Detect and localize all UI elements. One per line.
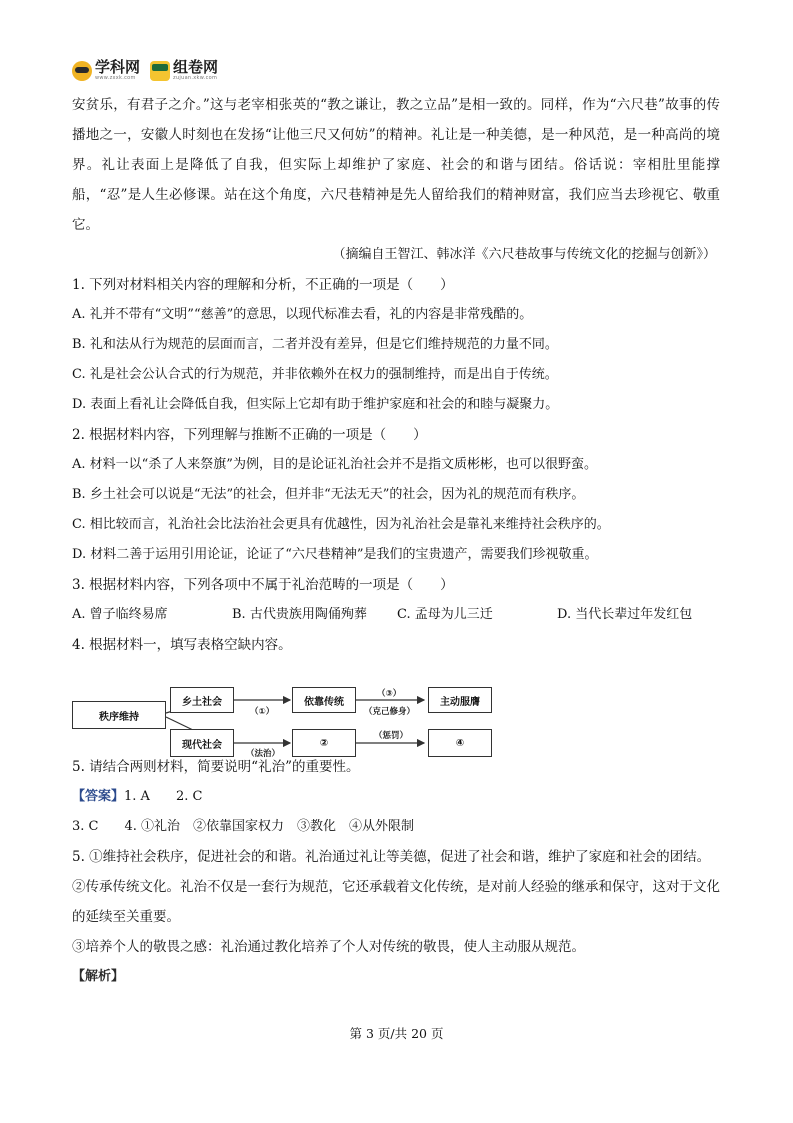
- question-4-stem: 4. 根据材料一，填写表格空缺内容。: [72, 637, 292, 653]
- page-content: [72, 90, 720, 992]
- answer-item-2: ②传承传统文化。礼治不仅是一套行为规范，它还承载着文化传统，是对前人经验的继承和保守，这对于文化的延续至关重要。: [72, 879, 720, 925]
- box-top-left: 乡土社会: [170, 687, 234, 713]
- question-3-option-b: B. 古代贵族用陶俑殉葬: [232, 607, 367, 622]
- box-top-middle: 依靠传统: [292, 687, 356, 713]
- question-1-option-d: D. 表面上看礼让会降低自我，但实际上它却有助于维护家庭和社会的和睦与凝聚力。: [72, 397, 559, 412]
- answer-line-2: 3. C 4. ①礼治 ②依靠国家权力 ③教化 ④从外限制: [72, 819, 415, 834]
- edge-label-top-3: （克己修身）: [364, 707, 416, 717]
- question-1-stem: 1. 下列对材料相关内容的理解和分析，不正确的一项是（ ）: [72, 277, 454, 293]
- page-number: 第 3 页/共 20 页: [349, 1026, 444, 1041]
- question-1-option-a: A. 礼并不带有“文明”“慈善”的意思，以现代标准去看，礼的内容是非常残酷的。: [72, 307, 533, 322]
- logo-name: 组卷网: [173, 58, 219, 76]
- edge-label-bottom-1: （法治）: [246, 749, 281, 759]
- question-3-option-c: C. 孟母为儿三迁: [397, 607, 493, 622]
- edge-label-bottom-2: （惩罚）: [374, 731, 409, 741]
- logo-sub: zujuan.xkw.com: [173, 75, 218, 81]
- question-5-stem: 5. 请结合两则材料，简要说明“礼治”的重要性。: [72, 759, 360, 775]
- xuekewang-logo: [72, 60, 140, 81]
- answer-item-3: ③培养个人的敬畏之感：礼治通过教化培养了个人对传统的敬畏，使人主动服从规范。: [72, 939, 585, 955]
- box-bottom-left: 现代社会: [170, 729, 234, 757]
- box-bottom-middle: ②: [292, 729, 356, 757]
- logo-sub: www.zxxk.com: [95, 75, 136, 81]
- question-2-option-a: A. 材料一以“杀了人来祭旗”为例，目的是论证礼治社会并不是指文质彬彬，也可以很野蛮。: [72, 457, 597, 472]
- edge-label-top-2: （③）: [377, 689, 402, 699]
- edge-label-top-1: （①）: [250, 707, 275, 717]
- question-2-option-b: B. 乡土社会可以说是“无法”的社会，但并非“无法无天”的社会，因为礼的规范而有秩序。: [72, 487, 585, 502]
- answer-item-1: 5. ①维持社会秩序，促进社会的和谐。礼治通过礼让等美德，促进了社会和谐，维护了家庭和社会的团结。: [72, 849, 711, 865]
- passage-paragraph: 安贫乐，有君子之介。”这与老宰相张英的“教之谦让，教之立品”是相一致的。同样，作为“六尺巷”故事的传播地之一，安徽人时刻也在发扬“让他三尺又何妨”的精神。礼让是一种美德，是一种风范，是一种高尚的境界。礼让表面上是降低了自我，但实际上却维护了家庭、社会的和谐与团结。俗话说：宰相肚里能撑船，“忍”是人生必修课。站在这个角度，六尺巷精神是先人留给我们的精神财富，我们应当去珍视它、敬重它。: [72, 97, 720, 233]
- question-3-option-a: A. 曾子临终易席: [72, 607, 168, 622]
- flow-diagram: [72, 683, 502, 765]
- question-3-stem: 3. 根据材料内容，下列各项中不属于礼治范畴的一项是（ ）: [72, 577, 454, 593]
- question-2-option-c: C. 相比较而言，礼治社会比法治社会更具有优越性，因为礼治社会是靠礼来维持社会秩序的。: [72, 517, 610, 532]
- question-3-option-d: D. 当代长辈过年发红包: [557, 607, 693, 622]
- analysis-tag: 【解析】: [72, 969, 125, 984]
- graduation-cap-icon: [150, 61, 170, 81]
- box-root: 秩序维持: [72, 701, 166, 729]
- question-3-options: [72, 600, 720, 630]
- box-top-right: 主动服膺: [428, 687, 492, 713]
- zujuanwang-logo: [150, 60, 218, 81]
- analysis-line: [72, 962, 720, 992]
- answer-line-1: [72, 782, 720, 812]
- box-bottom-right: ④: [428, 729, 492, 757]
- logo-name: 学科网: [95, 58, 141, 76]
- answer-tag: 【答案】: [72, 789, 125, 804]
- question-2-stem: 2. 根据材料内容，下列理解与推断不正确的一项是（ ）: [72, 427, 427, 443]
- answer-line-1-text: 1. A 2. C: [124, 789, 203, 804]
- question-1-option-b: B. 礼和法从行为规范的层面而言，二者并没有差异，但是它们维持规范的力量不同。: [72, 337, 558, 352]
- passage-source: （摘编自王智江、韩冰洋《六尺巷故事与传统文化的挖掘与创新》）: [332, 247, 716, 262]
- owl-icon: [72, 61, 92, 81]
- question-2-option-d: D. 材料二善于运用引用论证，论证了“六尺巷精神”是我们的宝贵遗产，需要我们珍视敬重。: [72, 547, 598, 562]
- header-logos: [72, 60, 218, 81]
- question-1-option-c: C. 礼是社会公认合式的行为规范，并非依赖外在权力的强制维持，而是出自于传统。: [72, 367, 558, 382]
